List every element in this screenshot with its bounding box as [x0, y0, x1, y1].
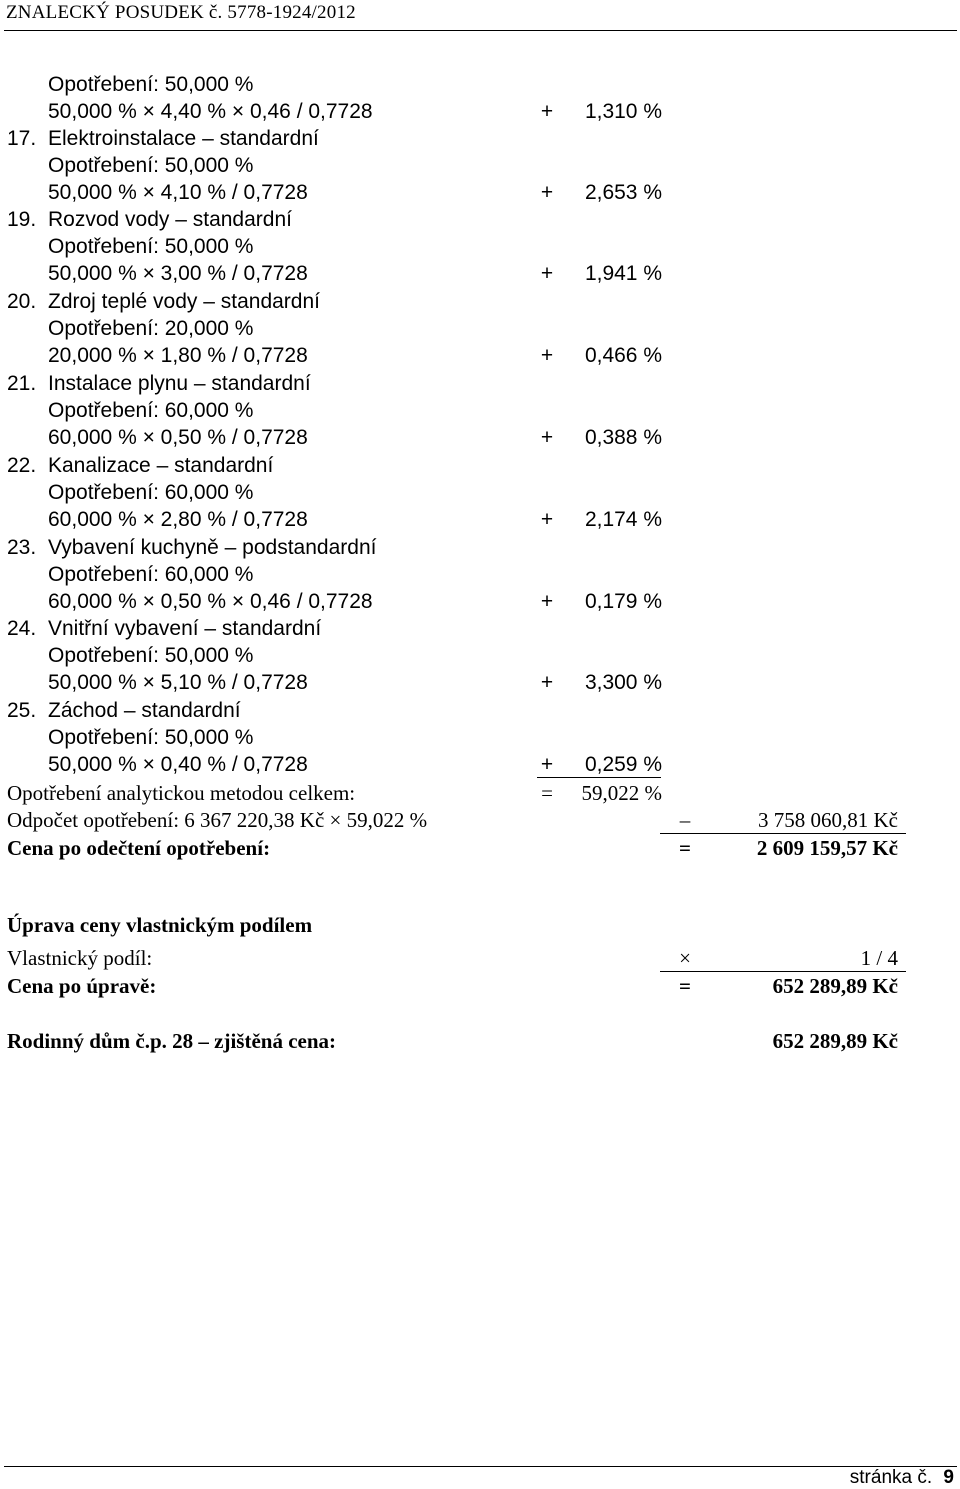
op-value: 2,653 %	[584, 181, 662, 204]
item-wear-line	[0, 397, 960, 424]
item-calc-line	[0, 588, 960, 615]
calc-text: 20,000 % × 1,80 % / 0,7728	[48, 344, 308, 367]
item-number: 19.	[7, 208, 37, 231]
op-sign: +	[540, 590, 554, 613]
op-value: 0,179 %	[584, 590, 662, 613]
calc-text: 50,000 % × 4,10 % / 0,7728	[48, 181, 308, 204]
item-calc-line	[0, 751, 960, 778]
lead-wear-line	[0, 71, 960, 98]
item-number: 20.	[7, 290, 37, 313]
item-calc-line	[0, 260, 960, 287]
op-value: 0,388 %	[584, 426, 662, 449]
item-calc-line	[0, 669, 960, 696]
item-wear-line	[0, 233, 960, 260]
item-title-line	[0, 697, 960, 724]
item-number: 22.	[7, 454, 37, 477]
calc-text: 60,000 % × 0,50 % / 0,7728	[48, 426, 308, 449]
ownership-share-value: 1 / 4	[860, 946, 898, 970]
wear-text: Opotřebení: 50,000 %	[48, 726, 254, 749]
item-title: Kanalizace – standardní	[48, 454, 274, 477]
calc-text: 50,000 % × 5,10 % / 0,7728	[48, 671, 308, 694]
ownership-share-line	[0, 945, 960, 972]
footer-divider	[4, 1466, 957, 1467]
ownership-heading-text: Úprava ceny vlastnickým podílem	[7, 913, 313, 937]
item-calc-line	[0, 342, 960, 369]
item-number: 25.	[7, 699, 37, 722]
total-wear-value: 59,022 %	[581, 781, 662, 805]
op-value: 3,300 %	[584, 671, 662, 694]
item-title: Instalace plynu – standardní	[48, 372, 311, 395]
final-price-label: Rodinný dům č.p. 28 – zjištěná cena:	[7, 1029, 337, 1053]
item-wear-line	[0, 561, 960, 588]
share-underline	[660, 971, 906, 972]
item-title-line	[0, 452, 960, 479]
wear-text: Opotřebení: 50,000 %	[48, 73, 254, 96]
item-calc-line	[0, 506, 960, 533]
op-sign: +	[540, 508, 554, 531]
op-sign: +	[540, 426, 554, 449]
total-wear-sign: =	[541, 781, 553, 805]
op-sign: +	[540, 181, 554, 204]
item-calc-line	[0, 179, 960, 206]
item-title: Elektroinstalace – standardní	[48, 127, 319, 150]
price-after-wear-sign: =	[679, 836, 691, 860]
report-header-title: ZNALECKÝ POSUDEK č. 5778-1924/2012	[6, 2, 356, 23]
calc-text: 60,000 % × 2,80 % / 0,7728	[48, 508, 308, 531]
calc-text: 50,000 % × 0,40 % / 0,7728	[48, 753, 308, 776]
item-title: Rozvod vody – standardní	[48, 208, 292, 231]
deduction-label: Odpočet opotřebení: 6 367 220,38 Kč × 59,022 %	[7, 808, 428, 832]
deduction-sign: –	[679, 808, 691, 832]
ownership-heading	[0, 912, 960, 939]
op-sign: +	[540, 100, 554, 123]
item-number: 23.	[7, 536, 37, 559]
wear-text: Opotřebení: 50,000 %	[48, 235, 254, 258]
item-title: Záchod – standardní	[48, 699, 241, 722]
deduction-value: 3 758 060,81 Kč	[758, 808, 898, 832]
item-title-line	[0, 206, 960, 233]
sum-underline	[537, 777, 661, 778]
item-wear-line	[0, 315, 960, 342]
total-wear-line	[0, 780, 960, 807]
op-value: 0,259 %	[584, 753, 662, 776]
wear-text: Opotřebení: 50,000 %	[48, 644, 254, 667]
wear-text: Opotřebení: 60,000 %	[48, 563, 254, 586]
price-after-wear-value: 2 609 159,57 Kč	[756, 836, 898, 860]
deduction-line	[0, 807, 960, 834]
item-wear-line	[0, 724, 960, 751]
adjusted-price-label: Cena po úpravě:	[7, 974, 157, 998]
calc-text: 50,000 % × 4,40 % × 0,46 / 0,7728	[48, 100, 373, 123]
op-sign: +	[540, 671, 554, 694]
op-value: 1,941 %	[584, 262, 662, 285]
calc-text: 50,000 % × 3,00 % / 0,7728	[48, 262, 308, 285]
item-title-line	[0, 288, 960, 315]
item-number: 17.	[7, 127, 37, 150]
price-after-wear-line	[0, 835, 960, 862]
op-value: 2,174 %	[584, 508, 662, 531]
wear-text: Opotřebení: 50,000 %	[48, 154, 254, 177]
item-title-line	[0, 615, 960, 642]
item-wear-line	[0, 152, 960, 179]
item-title: Zdroj teplé vody – standardní	[48, 290, 320, 313]
wear-text: Opotřebení: 20,000 %	[48, 317, 254, 340]
price-after-wear-label: Cena po odečtení opotřebení:	[7, 836, 271, 860]
page-number: 9	[943, 1467, 954, 1488]
lead-calc-line	[0, 98, 960, 125]
total-wear-label: Opotřebení analytickou metodou celkem:	[7, 781, 356, 805]
op-value: 1,310 %	[584, 100, 662, 123]
op-value: 0,466 %	[584, 344, 662, 367]
item-title: Vybavení kuchyně – podstandardní	[48, 536, 377, 559]
item-number: 24.	[7, 617, 37, 640]
item-calc-line	[0, 424, 960, 451]
wear-text: Opotřebení: 60,000 %	[48, 481, 254, 504]
page-number-footer	[850, 1467, 954, 1489]
item-title-line	[0, 534, 960, 561]
wear-text: Opotřebení: 60,000 %	[48, 399, 254, 422]
op-sign: +	[540, 262, 554, 285]
calc-text: 60,000 % × 0,50 % × 0,46 / 0,7728	[48, 590, 373, 613]
adjusted-price-value: 652 289,89 Kč	[772, 974, 898, 998]
adjusted-price-sign: =	[679, 974, 691, 998]
adjusted-price-line	[0, 973, 960, 1000]
deduction-underline	[660, 833, 906, 834]
item-number: 21.	[7, 372, 37, 395]
op-sign: +	[540, 753, 554, 776]
item-title-line	[0, 370, 960, 397]
ownership-share-sign: ×	[679, 946, 691, 970]
page-label: stránka č.	[849, 1467, 933, 1488]
item-title-line	[0, 125, 960, 152]
item-wear-line	[0, 642, 960, 669]
final-price-line	[0, 1028, 960, 1055]
ownership-share-label: Vlastnický podíl:	[7, 946, 153, 970]
header-divider	[4, 30, 957, 31]
item-wear-line	[0, 479, 960, 506]
op-sign: +	[540, 344, 554, 367]
item-title: Vnitřní vybavení – standardní	[48, 617, 322, 640]
final-price-value: 652 289,89 Kč	[772, 1029, 898, 1053]
